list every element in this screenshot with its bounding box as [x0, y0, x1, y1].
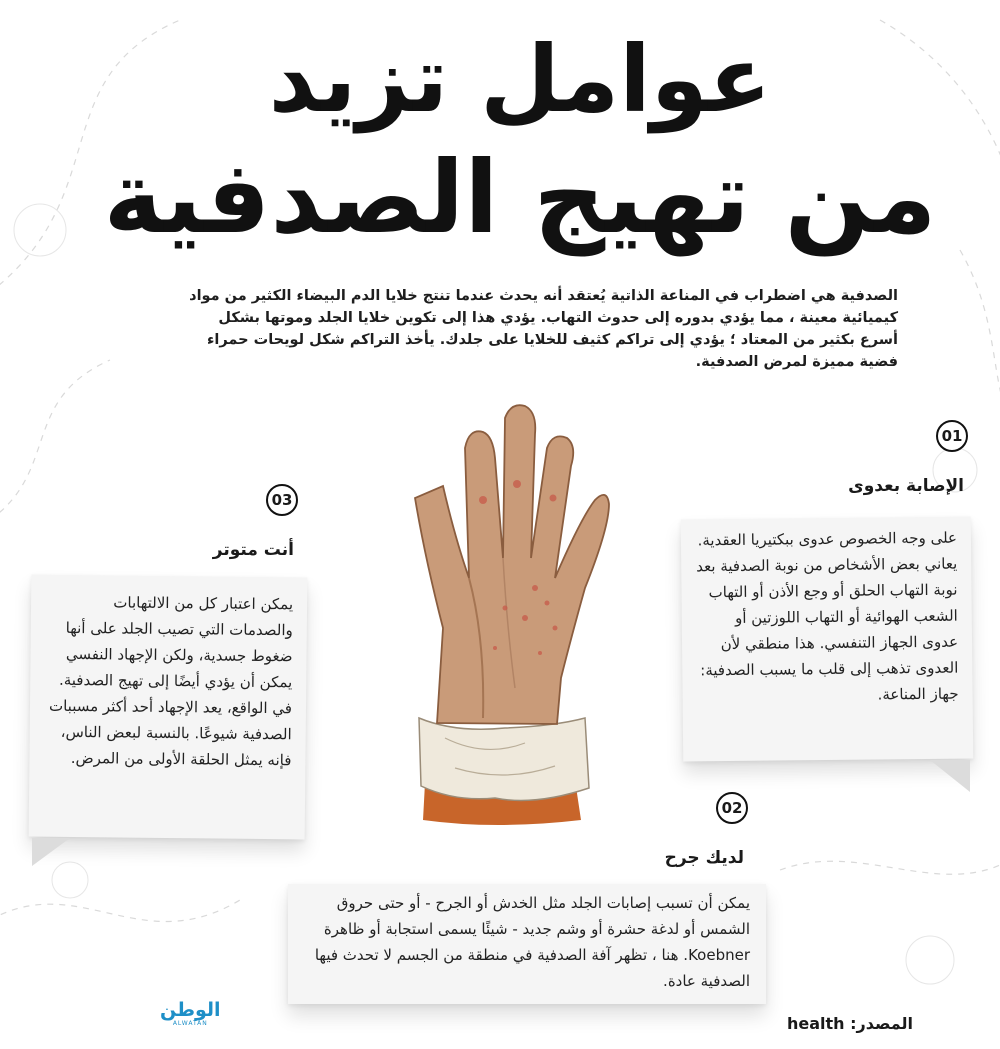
logo-latin: ALWATAN	[172, 1020, 208, 1027]
factor-3-note	[29, 575, 308, 840]
factor-3-page-curl	[32, 838, 70, 866]
factor-2-note	[288, 884, 766, 1004]
factor-1-number: 01	[936, 420, 968, 452]
factor-3-number: 03	[266, 484, 298, 516]
factor-3-text: يمكن اعتبار كل من الالتهابات والصدمات التي تصيب الجلد على أنها ضغوط جسدية، ولكن الإجهاد النفسي يمكن أن يؤدي أيضًا إلى تهيج الصدفية. في الواقع، يعد الإجهاد أحد أكثر مسببات الصدفية شيوعًا. بالنسبة لبعض الناس، فإنه يمثل الحلقة الأولى من المرض.	[48, 593, 294, 770]
title-line-2: من تهيج الصدفية	[103, 139, 937, 256]
intro-paragraph: الصدفية هي اضطراب في المناعة الذاتية يُعتقد أنه يحدث عندما تنتج خلايا الدم البيضاء الكثير من مواد كيميائية معينة ، مما يؤدي بدوره إلى حدوث التهاب. يؤدي هذا إلى تكوين خلايا الجلد وموتها بشكل أسرع بكثير من المعتاد ؛ يؤدي إلى تراكم كثيف للخلايا على جلدك. يأخذ التراكم شكل لويحات حمراء فضية مميزة لمرض الصدفية.	[189, 288, 898, 370]
factor-1-text: على وجه الخصوص عدوى ببكتيريا العقدية. يعاني بعض الأشخاص من نوبة الصدفية بعد نوبة التهاب الحلق أو وجع الأذن أو التهاب الشعب الهوائية أو التهاب اللوزتين أو عدوى الجهاز التنفسي. هذا منطقي لأن العدوى تذهب إلى قلب ما يسبب الصدفية: جهاز المناعة.	[696, 528, 959, 704]
title-line-1: عوامل تزيد	[268, 26, 772, 133]
source-credit: المصدر: health	[787, 1014, 913, 1033]
alwatan-logo	[160, 1000, 221, 1027]
factor-2-heading: لديك جرح	[664, 848, 744, 868]
factor-3-heading: أنت متوتر	[212, 540, 294, 560]
factor-1-heading: الإصابة بعدوى	[848, 476, 964, 496]
factor-1-page-curl	[930, 760, 970, 792]
logo-arabic: الوطن	[160, 999, 221, 1021]
hand-illustration	[385, 388, 615, 828]
factor-1-note	[681, 516, 974, 761]
factor-2-text: يمكن أن تسبب إصابات الجلد مثل الخدش أو الجرح - أو حتى حروق الشمس أو لدغة حشرة أو وشم جديد - شيئًا يسمى استجابة أو ظاهرة Koebner. هنا ، تظهر آفة الصدفية في منطقة من الجسم لا تحدث فيها الصدفية عادة.	[314, 894, 750, 990]
factor-2-number: 02	[716, 792, 748, 824]
